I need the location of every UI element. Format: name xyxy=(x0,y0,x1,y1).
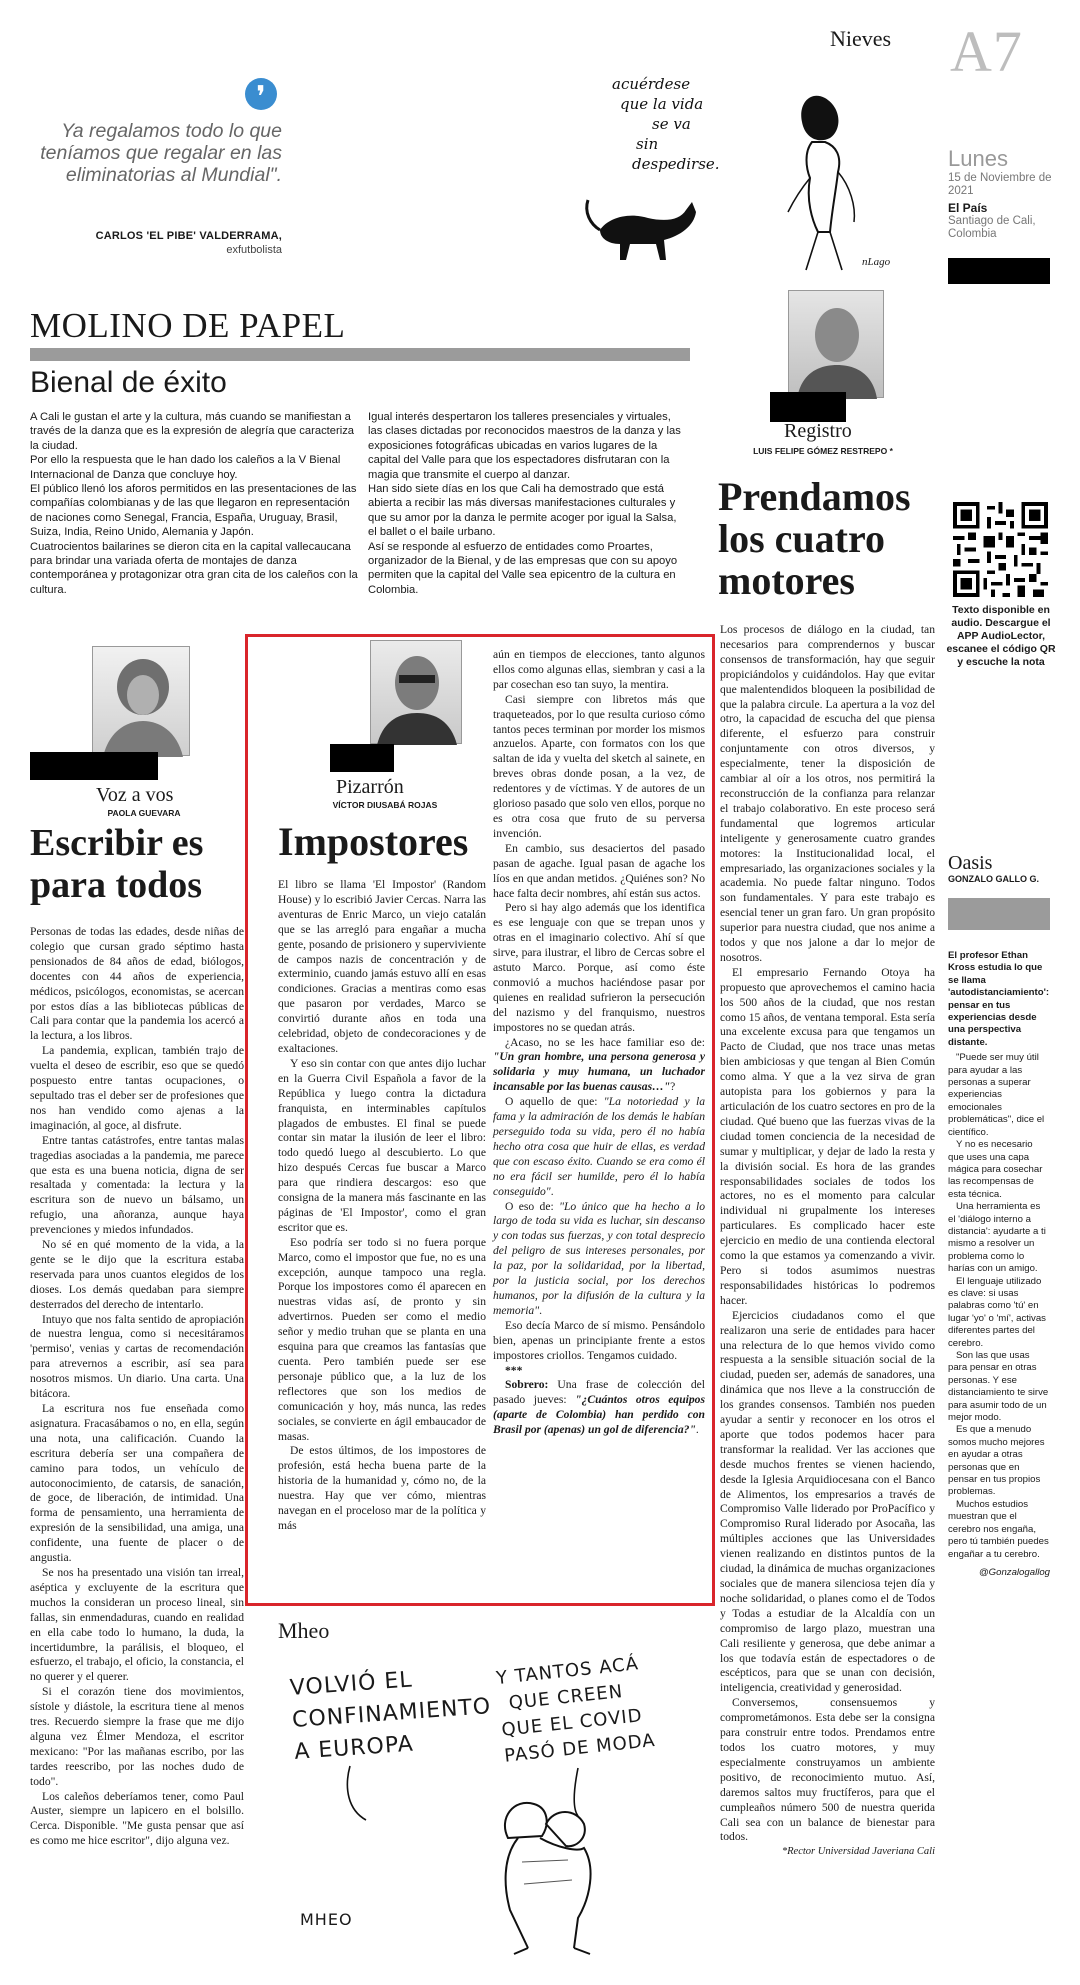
oasis-title: Oasis xyxy=(948,852,993,874)
mheo-label: Mheo xyxy=(278,1618,330,1643)
mheo-right-4: PASÓ DE MODA xyxy=(503,1729,657,1767)
page-number: A7 xyxy=(950,19,1023,84)
registro-p1: Los procesos de diálogo en la ciudad, tan necesarios para comprendernos y buscar consensos de transformación, hay que seguir propiciándolos y cuidándolos. Hay que evitar que malentendidos bloqueen la posibilidad de que la palabra circule. La apertura a la voz del otro, la capacidad de escucha del que piensa diferente, el esfuerzo para construir conjuntamente con otros diversos, y especialmente, tener la disposición de cambiar al oír a los otros, nos permitirá la reconstrucción de la confianza para relanzar el trabajo colaborativo. En este proceso será fundamental que logremos articular inteligente y generosamente cuatro grandes motores: la Institucionalidad local, el empresariado, las organizaciones sociales y la academia. No puede faltar ninguno. Todos son fundamentales. Y para este trabajo es esencial tener un gran faro. Un gran propósito superior para nuestra ciudad, que nos anime a todos y que nos jalone a dar lo mejor de nosotros. xyxy=(720,623,935,964)
voz-p6: La escritura nos fue enseñada como asignatura. Fracasábamos o no, en ella, según una nota, una calificación. Cuando la escritura debería ser una compañera de camino para todos, un vehículo de autoconocimiento, de catarsis, de sanación, de goce, de liberación, de intimidad. Una forma de pensamiento, una herramienta de expresión de la sensibilidad, una amiga, una confidente, una fuente de placer o de angustia. xyxy=(30,1402,244,1565)
molino-col1-p4: Cuatrocientos bailarines se dieron cita en la capital vallecaucana para brindar una variada oferta de montajes de danza contemporánea y protagonizar otra gran cita de los caleños con la cultura. xyxy=(30,540,358,596)
registro-body xyxy=(720,623,935,1860)
quote-author-role: exfutbolista xyxy=(226,244,282,256)
qr-caption xyxy=(946,604,1056,669)
pizarron-photo-silhouette xyxy=(371,641,463,745)
pizarron-q2-intro: O aquello de que: xyxy=(505,1095,604,1109)
voz-author: PAOLA GUEVARA xyxy=(107,808,181,818)
molino-col1-p3: El público llenó los aforos permitidos en las presentaciones de las compañías colombianas y de las que llegaron en representación de naciones como Senegal, Francia, España, Uruguay, Brasil, Suiza, India, Reino Unido, Alemania y Japón. xyxy=(30,483,357,539)
nieves-section-label: Nieves xyxy=(830,26,892,51)
molino-col1-p1: A Cali le gustan el arte y la cultura, más cuando se manifiestan a través de la danza que es la expresión de alegría que caracteriza la ciudad. xyxy=(30,411,355,452)
registro-p4: Conversemos, consensuemos y comprometámonos. Esta debe ser la consigna para construir entre todos. Prendamos entre todos los cuatro motores, y muy especialmente construyamos un ambiente positivo, de reconocimiento mutuo. Así, daremos saltos muy fructíferos, para que el cumpleaños número 500 de nuestra querida Cali sea con un balance de bienestar para todos. xyxy=(720,1696,935,1844)
header-location: Santiago de Cali, Colombia xyxy=(948,215,1036,240)
pizarron-c1-p3: Eso podría ser todo si no fuera porque Marco, como el impostor que fue, no es una excepción, aunque tampoco una regla. Porque los impostores como él aparecen en nuestras vidas así, de pronto y sin advertirnos. Pueden ser como el medio señor y medio truhan que se planta en una esquina para que creamos las fantasías que cuenta. Pero también puede ser ese personaje público que, a la luz de los reflectores que son los medios de comunicación y hoy, más nunca, las redes sociales, se convierte en ágil embaucador de masas. xyxy=(278,1235,486,1443)
pizarron-sobrero-end: . xyxy=(695,1423,699,1437)
pizarron-c2-p5 xyxy=(493,1036,705,1096)
molino-col1 xyxy=(30,410,358,597)
qr-caption-app: APP AudioLector, xyxy=(956,630,1046,642)
pizarron-q3-intro: O eso de: xyxy=(505,1199,560,1213)
quote-icon: ❜ xyxy=(245,78,277,110)
pizarron-separator: *** xyxy=(505,1363,523,1377)
pizarron-author-photo xyxy=(370,640,462,744)
pizarron-q3-end: . xyxy=(539,1303,542,1317)
quote-box xyxy=(30,78,282,268)
voz-p4: No sé en qué momento de la vida, a la gente se le dijo que la escritura estaba reservada para unos cuantos elegidos de los dioses. Los demás quedaban para siempre desterrados del derecho de intentarlo. xyxy=(30,1238,244,1311)
registro-photo-silhouette xyxy=(789,291,885,399)
quote-text: Ya regalamos todo lo que teníamos que regalar en las eliminatorias al Mundial". xyxy=(40,120,282,186)
registro-p3: Ejercicios ciudadanos como el que realizaron una serie de entidades para hacer una relectura de lo que hemos vivido como respuesta a la sensible situación social de la ciudad, pueden ser, además de sanadores, una dinámica que nos lleve a la construcción de los grandes consensos. También nos pueden ayudar a sentir y reconocer en los otros el aporte que todos podemos hacer para transformar la realidad. Ver las acciones que desde muchos frentes se vienen haciendo, desde la Iglesia Arquidiocesana con el Banco de Alimentos, los empresarios a través de Compromiso Valle liderado por ProPacífico y Compromiso Rural liderado por Asocaña, las múltiples acciones que las Universidades vienen realizando en distintos puntos de la ciudad, la dinámica de muchas organizaciones sociales que de manera silenciosa tejen día y noche solidaridad, o planes como el de Todos y Todas a estudiar de la Alcaldía con un compromiso de largo plazo, muestran una Cali resiliente y generosa, que debe animar a los que todavía están de espectadores o de escépticos, para que se unan con decisión, inteligencia, creatividad y generosidad. xyxy=(720,1308,935,1695)
mheo-left-1: VOLVIÓ EL xyxy=(289,1667,414,1702)
voz-p5: Intuyo que nos falta sentido de apropiación de nuestra lengua, como si necesitáramos 'permiso', venias y cartas de recomendación para atrevernos a escribir, así sea para nosotros mismos. Un diario. Una carta. Una bitácora. xyxy=(30,1312,244,1401)
mheo-right-1: Y TANTOS ACÁ xyxy=(495,1653,640,1690)
mheo-left-3: A EUROPA xyxy=(293,1731,415,1765)
qr-code-graphic xyxy=(953,502,1048,597)
pizarron-c1-p4: De estos últimos, de los impostores de profesión, está hecha buena parte de la historia de la humanidad y, cómo no, de la nuestra. Hay que ver cómo, mientras navegan en el proceloso mar de la política y más xyxy=(278,1444,486,1532)
header-paper: El País xyxy=(948,201,988,215)
molino-col2-p1: Igual interés despertaron los talleres presenciales y virtuales, las clases dictadas por reconocidos maestros de la danza y las exposiciones fotográficas ubicadas en varios lugares de la capital del Valle para que los espectadores disfrutaran con la magia que transmite el cuerpo al danzar. xyxy=(368,411,681,481)
nieves-cartoon-lines xyxy=(612,74,720,174)
oasis-lead: El profesor Ethan Kross estudia lo que se llama 'autodistanciamiento': pensar en tus experiencias desde una perspectiva distante. xyxy=(948,950,1050,1048)
molino-col2 xyxy=(368,410,688,597)
voz-p1: Personas de todas las edades, desde niñas de colegio que cursan grado séptimo hasta pensionados de 84 años de edad, biólogos, docentes con 44 años de experiencia, médicos, psicólogos, economistas, se acercan por estos días a las bibliotecas públicas de Cali para contar que la pandemia los acercó a la lectura, a los libros. xyxy=(30,925,244,1043)
mheo-right-3: QUE EL COVID xyxy=(500,1705,644,1741)
qr-code[interactable] xyxy=(953,502,1048,597)
mheo-signature: MHEO xyxy=(300,1910,353,1929)
mheo-cartoon xyxy=(278,1648,698,1968)
registro-column-name: Registro xyxy=(784,420,852,442)
pizarron-closing: Eso decía Marco de sí mismo. Pensándolo bien, apenas un principiante frente a estos impostores criollos. Tengamos cuidado. xyxy=(493,1318,705,1362)
voz-p7: Se nos ha presentado una visión tan irreal, aséptica y excluyente de la escritura que muchos la consideran un proceso lineal, sin fallas, sin enmendaduras, cuando en realidad en ella cabe todo lo humano, la duda, la incertidumbre, la parálisis, el bloqueo, el esfuerzo, el trabajo, el oficio, la constancia, el no querer y el querer. xyxy=(30,1565,244,1684)
qr-caption-1: Texto disponible en audio. Descargue el xyxy=(951,604,1051,629)
voz-black-bar xyxy=(30,752,158,780)
molino-headline: Bienal de éxito xyxy=(30,366,227,399)
pizarron-c2-p6 xyxy=(493,1095,705,1199)
oasis-p7: Muchos estudios muestran que el cerebro nos engaña, pero tú también puedes engañar a tu cerebro. xyxy=(948,1498,1049,1560)
oasis-body xyxy=(948,950,1050,1579)
pizarron-sobrero-text: Una frase de colección del pasado jueves: xyxy=(493,1378,705,1407)
voz-photo-silhouette xyxy=(93,647,191,757)
voz-p8: Si el corazón tiene dos movimientos, sístole y diástole, la escritura tiene al menos tres. Recuerdo siempre la frase que me dijo alguna vez Élmer Mendoza, el escritor mexicano: "Por las mañanas escribo, por las tardes reescribo, por las noches dudo de todo". xyxy=(30,1685,244,1788)
pizarron-headline: Impostores xyxy=(278,819,469,864)
molino-col2-p3: Así se responde al esfuerzo de entidades como Proartes, organizador de la Bienal, y de las empresas que con su apoyo permiten que la capital del Valle sea epicentro de la cultura en Colombia. xyxy=(368,540,678,596)
oasis-p6: Es que a menudo somos mucho mejores en ayudar a otras personas que en pensar en tus propios problemas. xyxy=(948,1424,1045,1498)
molino-section-title: MOLINO DE PAPEL xyxy=(30,306,346,345)
voz-p3: Entre tantas catástrofes, entre tantas malas tragedias asociadas a la pandemia, me parece que esta es una buena noticia, digna de ser resaltada y comentada: la lectura y la escritura son de nuevo un bálsamo, un refugio, una añoranza, aunque haya prevenciones y miedos infundados. xyxy=(30,1133,244,1237)
registro-footnote: *Rector Universidad Javeriana Cali xyxy=(781,1846,935,1858)
pizarron-quote1: "Un gran hombre, una persona generosa y solidaria y muy humana, un luchador incansable por las buenas causas…" xyxy=(493,1050,705,1094)
pizarron-q2-end: . xyxy=(550,1184,554,1198)
nieves-signature: nLago xyxy=(862,256,891,268)
nieves-line-3: se va xyxy=(652,115,691,133)
registro-author: LUIS FELIPE GÓMEZ RESTREPO * xyxy=(753,446,893,456)
oasis-handle: @Gonzalogallog xyxy=(978,1566,1050,1578)
pizarron-quote3: "Lo único que ha hecho a lo largo de toda su vida es luchar, sin descanso y con todas sus fuerzas, y con total desprecio del peligro de sus intereses personales, por la paz, por la solidaridad, por la libertad, por la justicia social, por los derechos humanos, por la difusión de la cultura y la memoria" xyxy=(493,1199,705,1317)
pizarron-sobrero-quote: "¿Cuántos otros equipos (aparte de Colombia) han perdido con Brasil por (apenas) un gol de diferencia?" xyxy=(493,1393,705,1437)
voz-author-photo xyxy=(92,646,190,756)
pizarron-col1 xyxy=(278,878,486,1534)
mheo-right-2: QUE CREEN xyxy=(507,1681,625,1714)
oasis-p1: "Puede ser muy útil para ayudar a las personas a superar experiencias emocionales problemáticas", dice el científico. xyxy=(948,1052,1045,1138)
pizarron-c2-p4: Pero si hay algo además que los identifica es ese lenguaje con que se trepan unos y otras en el imaginario colectivo. Ahí sí que sirve, para ilustrar, el libro de Cercas sobre el astuto Marco. Porque, así como éste conmovió a muchos haciéndose pasar por quienes en realidad sufrieron la persecución del nazismo y del franquismo, nuestros impostores no se quedan atrás. xyxy=(493,901,705,1034)
registro-author-photo xyxy=(788,290,884,398)
nieves-line-2: que la vida xyxy=(620,95,704,113)
pizarron-c2-p1: aún en tiempos de elecciones, tanto algunos ellos como algunas ellas, siembran y casi a la par cosechan eso tan suyo, la mentira. xyxy=(493,648,705,691)
pizarron-col2 xyxy=(493,648,705,1438)
pizarron-c1-p2: Y eso sin contar con que antes dijo luchar en la Guerra Civil Española a favor de la República y luego contra la dictadura franquista, en interminables capítulos plagados de embustes. El final se puede contar sin matar la ilusión de leer el libro: todo quedó luego al descubierto. Lo que hizo después Cercas fue buscar a Marco para que rindiera descargos: eso que consigna de la manera más fascinante en las páginas de 'El Impostor', como el gran escritor que es. xyxy=(278,1056,486,1234)
nieves-line-5: despedirse. xyxy=(632,155,720,173)
oasis-gray-bar xyxy=(948,898,1050,930)
oasis-p5: Son las que usas para pensar en otras personas. Y ese distanciamiento te sirve para asumir todo de un mejor modo. xyxy=(948,1350,1049,1424)
pizarron-sobrero-label: Sobrero: xyxy=(505,1378,549,1392)
voz-headline: Escribir es para todos xyxy=(30,822,204,906)
molino-col2-p2: Han sido siete días en los que Cali ha demostrado que está abierta a recibir las más diversas manifestaciones culturales y que su amor por la danza le permite acoger por igual la Salsa, el ballet o el baile urbano. xyxy=(368,483,677,539)
pizarron-q1-end: ? xyxy=(670,1080,676,1094)
mheo-left-2: CONFINAMIENTO xyxy=(291,1694,492,1733)
voz-column-name: Voz a vos xyxy=(96,784,174,806)
header-black-bar xyxy=(948,258,1050,284)
voz-body xyxy=(30,925,244,1849)
pizarron-c1-p1: El libro se llama 'El Impostor' (Random House) y lo escribió Javier Cercas. Narra las aventuras de Enric Marco, un viejo catalán que se las arregló para engañar a mucha gente, posando de prisionero y superviviente de campos nazis de concentración y de exterminio, cuando jamás estuvo allí en esas condiciones. Gracias a mentiras como esas que pasaron por verdades, Marco se convirtió durante años en toda una celebridad, objeto de condecoraciones y de exaltaciones. xyxy=(278,878,486,1055)
pizarron-black-bar xyxy=(330,744,394,772)
pizarron-sobrero xyxy=(493,1378,705,1438)
molino-gray-rule xyxy=(30,348,690,361)
nieves-line-1: acuérdese xyxy=(612,75,691,93)
oasis-author: GONZALO GALLO G. xyxy=(948,874,1039,884)
oasis-p2: Y no es necesario que uses una capa mágica para cosechar las recompensas de esta técnica. xyxy=(948,1139,1043,1200)
qr-caption-2: escanee el código QR y escuche la nota xyxy=(946,643,1056,668)
pizarron-c2-p7 xyxy=(493,1200,705,1319)
voz-p9: Los caleños deberíamos tener, como Paul Auster, siempre un lapicero en el bolsillo. Cerca. Disponible. "Me gusta pensar que así es como me hice escritor", dijo alguna vez. xyxy=(30,1789,244,1848)
registro-black-bar xyxy=(770,392,846,422)
oasis-p3: Una herramienta es el 'diálogo interno a distancia': ayudarte a ti mismo a resolver un problema como lo harías con un amigo. xyxy=(948,1201,1046,1275)
header-day: Lunes xyxy=(948,146,1008,171)
registro-headline: Prendamos los cuatro motores xyxy=(718,474,911,603)
registro-p2: El empresario Fernando Otoya ha propuesto que aprovechemos el camino hacia los 500 años de la ciudad, que nos restan como 15 años, de ventana temporal. Esta sería una excelente excusa para que tengamos un Pacto de Ciudad, que nos trace unas metas bien ambiciosas y que tengan al Bien Común como alma. Y que a la vez sirva de gran autopista para los gobiernos y para la articulación de los cuatro sectores en pro de la ciudad. Qué bueno que las fuerzas vivas de la ciudad tomen conciencia de la necesidad de sumar y multiplicar, y dejar de lado la resta y la división social. Es hora de las grandes responsabilidades sociales de todos los actores, no es el momento para calcular individual ni grupalmente los intereses particulares. Es complicado hacer este ejercicio en medio de una contienda electoral como la que estamos ya comenzando a vivir. Pero si todos asumimos nuestras responsabilidades históricas lo podremos hacer. xyxy=(720,965,935,1307)
pizarron-author: VÍCTOR DIUSABÁ ROJAS xyxy=(332,800,438,810)
voz-p2: La pandemia, explican, también trajo de vuelta el deseo de escribir, eso que se quedó pospuesto entre tantas ocupaciones, o sepultado tras el deber ser de profesiones que nos han vendido como ajenas a la imaginación, al goce, al disfrute. xyxy=(30,1044,244,1132)
oasis-p4: El lenguaje utilizado es clave: si usas palabras como 'tú' en lugar 'yo' o 'mí', activas diferentes partes del cerebro. xyxy=(948,1275,1046,1349)
pizarron-c2-p5-intro: ¿Acaso, no se les hace familiar eso de: xyxy=(505,1035,705,1049)
nieves-line-4: sin xyxy=(636,135,659,153)
pizarron-column-name: Pizarrón xyxy=(336,776,404,798)
pizarron-c2-p3: En cambio, sus desaciertos del pasado pasan de agache. Igual pasan de agache los líos en que andan metidos. ¿Quiénes son? No hace falta decir nombres, ahí están sus actos. xyxy=(493,841,705,900)
pizarron-c2-p2: Casi siempre con libretos más que traqueteados, por lo que resulta curioso cómo tantos peces terminan por morder los mismos anzuelos. Aparte, con formatos con los que saltan de ida y vuelta del sketch al sainete, en breves obras donde posan, a la vez, de redentores y de víctimas. Y de autores de un glorioso pasado que solo ven ellos, porque no es otra cosa que fruto de su perversa invención. xyxy=(493,692,705,840)
header-date: 15 de Noviembre de 2021 xyxy=(948,172,1052,197)
pizarron-quote2: "La notoriedad y la fama y la admiración de los demás le habían perseguido toda su vida, pero él no había hecho otra cosa que huir de ellas, es verdad que con escaso éxito. Cuando se era como él no era fácil ser humilde, pero él lo había conseguido" xyxy=(493,1095,705,1198)
molino-col1-p2: Por ello la respuesta que le han dado los caleños a la V Bienal Internacional de Danza que concluye hoy. xyxy=(30,454,341,481)
quote-author: CARLOS 'EL PIBE' VALDERRAMA, xyxy=(95,230,282,242)
nieves-cartoon xyxy=(580,60,910,280)
